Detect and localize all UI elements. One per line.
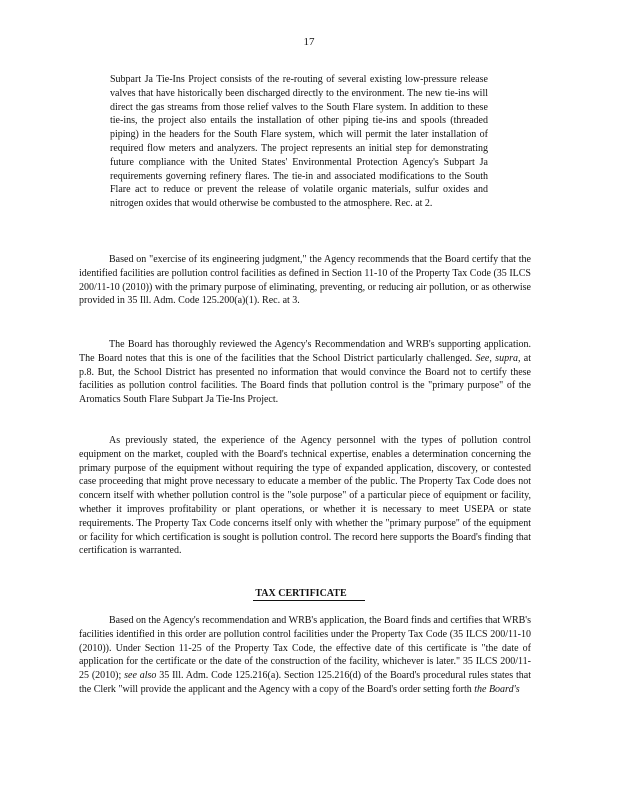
page-number: 17: [303, 36, 315, 48]
quote-text: Subpart Ja Tie-Ins Project consists of the re-routing of several existing low-pressure release valves that have historically been discharged directly to the environment. The new tie-ins will direct the gas streams from those relief valves to the South Flare system. In addition to these tie-ins, the project also entails the installation of other piping tie-ins and spools (threaded piping) in the headers for the South Flare system, which will permit the later installation of required flow meters and analyzers. The project represents an initial step for demonstrating future compliance with the United States' Environmental Protection Agency's Subpart Ja requirements governing refinery flares. The tie-in and associated modifications to the South Flare act to reduce or prevent the release of volatile organic materials, sulfur oxides and nitrogen oxides that would otherwise be combusted to the atmosphere. Rec. at 2.: [110, 74, 488, 210]
text-segment: Based on the Agency's recommendation and WRB's application, the Board finds and certifies that WRB's facilities identified in this order are pollution control facilities under the Property Tax Code (35 ILCS 200/11-10 (2010)). Under Section 11-25 of the Property Tax Code, the effective date of this certificate is "the date of application for the certificate or the date of the construction of the facility, whichever is later." 35 ILCS 200/11-25 (2010);: [79, 615, 531, 682]
paragraph-tax-certificate: [79, 614, 531, 697]
paragraph-primary-purpose: [79, 434, 531, 558]
paragraph-text: Based on "exercise of its engineering judgment," the Agency recommends that the Board certify that the identified facilities are pollution control facilities as defined in Section 11-10 of the Property Tax Code (35 ILCS 200/11-10 (2010)) with the primary purpose of eliminating, preventing, or reducing air pollution, or as otherwise provided in 35 Ill. Adm. Code 125.200(a)(1). Rec. at 3.: [79, 254, 531, 307]
block-quote: [110, 73, 488, 211]
section-heading-text: TAX CERTIFICATE: [253, 588, 364, 601]
text-segment: at p.8. But, the School District has presented no information that would convince the Board not to certify these facilities as pollution control facilities. The Board finds that pollution control is the "primary purpose" of the Aromatics South Flare Subpart Ja Tie-Ins Project.: [79, 352, 531, 406]
paragraph-text: [79, 614, 531, 697]
paragraph-agency-recommendation: [79, 253, 531, 308]
text-segment: 35 Ill. Adm. Code 125.216(a). Section 125.216(d) of the Board's procedural rules states that the Clerk "will provide the applicant and the Agency with a copy of the Board's order setting forth: [79, 670, 531, 695]
text-segment: The Board has thoroughly reviewed the Agency's Recommendation and WRB's supporting application. The Board notes that this is one of the facilities that the School District particularly challenged.: [79, 339, 531, 364]
paragraph-text: As previously stated, the experience of the Agency personnel with the types of pollution control equipment on the market, coupled with the Board's technical expertise, enables a determination concerning the primary purpose of the equipment without requiring the type of expanded application, discovery, or contested case proceeding that might prove necessary to educate a member of the public. The Property Tax Code does not concern itself with whether pollution control is the "sole purpose" of a particular piece of equipment or facility, whether it improves profitability or plant operations, or whether it is necessary to meet USEPA or state requirements. The Property Tax Code concerns itself only with whether the "primary purpose" of the equipment or facility for which certification is sought is pollution control. The record here supports the Board's finding that certification is warranted.: [79, 435, 531, 557]
text-segment-italic: the Board's: [474, 683, 520, 695]
paragraph-text: [79, 338, 531, 407]
paragraph-board-review: [79, 338, 531, 407]
section-heading: [0, 588, 618, 599]
citation-signal: see also: [124, 670, 157, 682]
citation-signal: See, supra,: [475, 352, 521, 364]
